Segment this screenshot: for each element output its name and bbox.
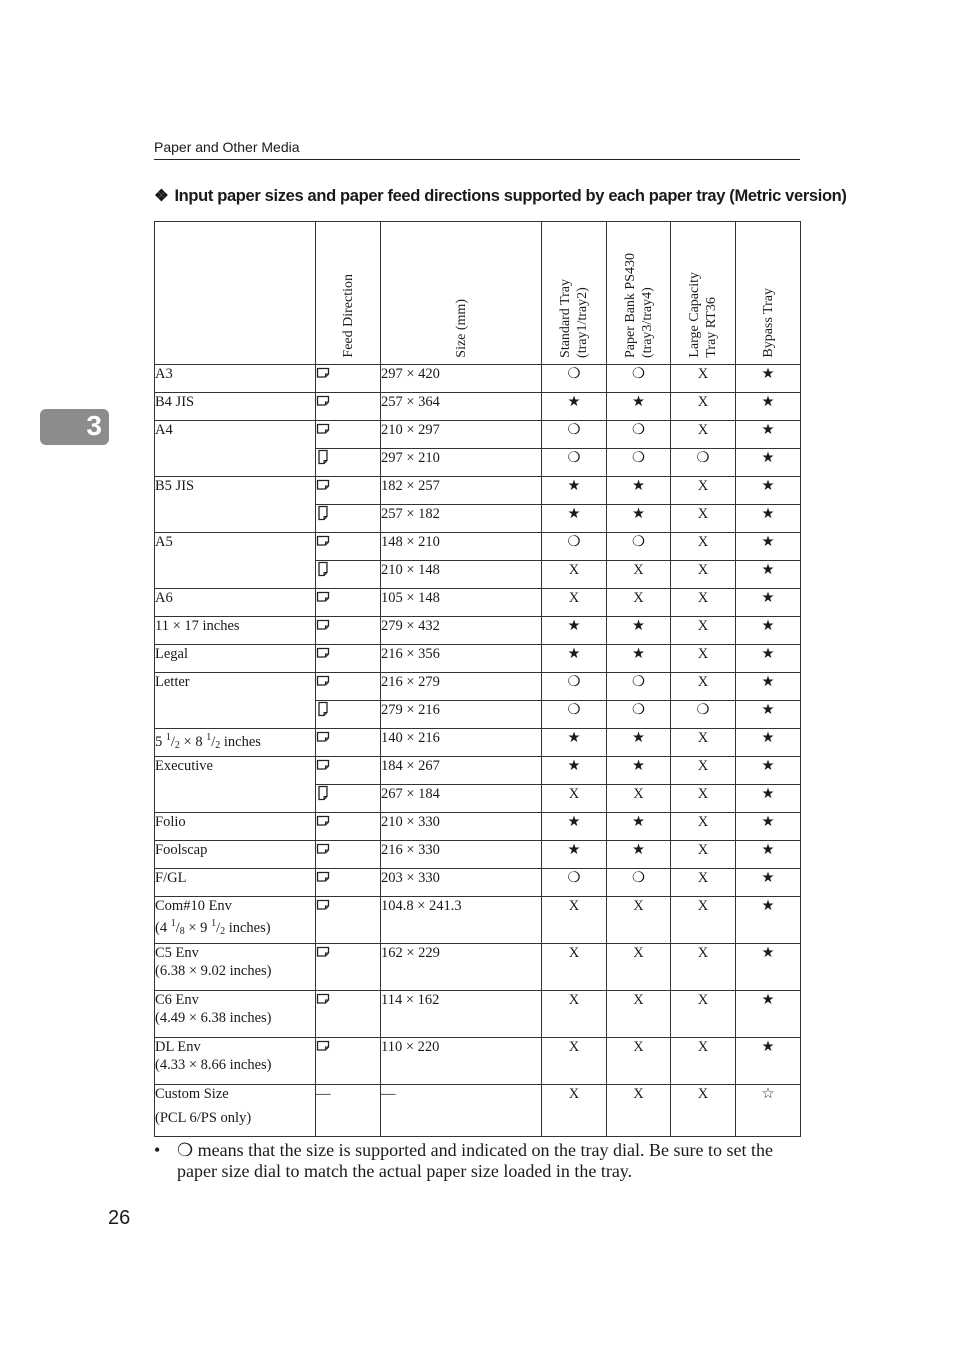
paper-bank-cell: X bbox=[607, 589, 671, 617]
table-row bbox=[155, 505, 801, 533]
paper-bank-cell: ★ bbox=[607, 645, 671, 673]
paper-name-cell: Custom Size (PCL 6/PS only) bbox=[155, 1085, 316, 1137]
size-cell: 110 × 220 bbox=[381, 1038, 542, 1085]
section-title-text: Input paper sizes and paper feed directions supported by each paper tray (Metric version) bbox=[174, 187, 847, 205]
large-capacity-cell: X bbox=[671, 477, 736, 505]
size-cell: 279 × 432 bbox=[381, 617, 542, 645]
bypass-tray-cell: ★ bbox=[736, 729, 801, 757]
page-number: 26 bbox=[108, 1207, 131, 1229]
bypass-tray-cell: ★ bbox=[736, 1038, 801, 1085]
table-row bbox=[155, 393, 801, 421]
standard-tray-cell: ❍ bbox=[542, 365, 607, 393]
large-capacity-cell: X bbox=[671, 785, 736, 813]
standard-tray-cell: ★ bbox=[542, 617, 607, 645]
feed-direction-cell bbox=[316, 897, 381, 944]
chapter-tab bbox=[40, 409, 109, 445]
standard-tray-cell: ★ bbox=[542, 505, 607, 533]
table-row bbox=[155, 785, 801, 813]
feed-direction-cell bbox=[316, 505, 381, 533]
bypass-tray-cell: ★ bbox=[736, 589, 801, 617]
standard-tray-cell: ★ bbox=[542, 393, 607, 421]
portrait-feed-icon bbox=[316, 785, 330, 801]
large-capacity-cell: X bbox=[671, 813, 736, 841]
table-row bbox=[155, 617, 801, 645]
table-row bbox=[155, 533, 801, 561]
paper-name-cell: Foolscap bbox=[155, 841, 316, 869]
large-capacity-cell: X bbox=[671, 533, 736, 561]
landscape-feed-icon bbox=[316, 757, 330, 773]
bypass-tray-cell: ★ bbox=[736, 421, 801, 449]
standard-tray-cell: ❍ bbox=[542, 869, 607, 897]
feed-direction-cell bbox=[316, 813, 381, 841]
landscape-feed-icon bbox=[316, 1038, 330, 1054]
large-capacity-cell: X bbox=[671, 869, 736, 897]
paper-name-cell: F/GL bbox=[155, 869, 316, 897]
large-capacity-cell: X bbox=[671, 561, 736, 589]
running-header: Paper and Other Media bbox=[154, 139, 300, 155]
bypass-tray-cell: ★ bbox=[736, 897, 801, 944]
paper-name-cell bbox=[155, 505, 316, 533]
header-standard-tray: Standard Tray (tray1/tray2) bbox=[542, 222, 607, 365]
paper-name-cell: B4 JIS bbox=[155, 393, 316, 421]
paper-bank-cell: ★ bbox=[607, 477, 671, 505]
feed-direction-cell bbox=[316, 757, 381, 785]
bypass-tray-cell: ★ bbox=[736, 701, 801, 729]
table-row bbox=[155, 365, 801, 393]
landscape-feed-icon bbox=[316, 869, 330, 885]
bypass-tray-cell: ☆ bbox=[736, 1085, 801, 1137]
feed-direction-cell bbox=[316, 421, 381, 449]
large-capacity-cell: X bbox=[671, 757, 736, 785]
paper-bank-cell: X bbox=[607, 1038, 671, 1085]
standard-tray-cell: X bbox=[542, 991, 607, 1038]
header-large-capacity-tray: Large Capacity Tray RT36 bbox=[671, 222, 736, 365]
paper-bank-cell: ❍ bbox=[607, 421, 671, 449]
bypass-tray-cell: ★ bbox=[736, 944, 801, 991]
header-paper-name bbox=[155, 222, 316, 365]
table-row bbox=[155, 991, 801, 1038]
feed-direction-cell bbox=[316, 617, 381, 645]
size-cell: 203 × 330 bbox=[381, 869, 542, 897]
paper-bank-cell: X bbox=[607, 785, 671, 813]
paper-bank-cell: ❍ bbox=[607, 533, 671, 561]
size-cell: 210 × 297 bbox=[381, 421, 542, 449]
paper-name-cell bbox=[155, 701, 316, 729]
paper-bank-cell: ★ bbox=[607, 505, 671, 533]
bypass-tray-cell: ★ bbox=[736, 449, 801, 477]
landscape-feed-icon bbox=[316, 617, 330, 633]
table-row bbox=[155, 673, 801, 701]
standard-tray-cell: X bbox=[542, 944, 607, 991]
paper-name-cell: A3 bbox=[155, 365, 316, 393]
table-row bbox=[155, 729, 801, 757]
size-cell: 184 × 267 bbox=[381, 757, 542, 785]
table-row bbox=[155, 757, 801, 785]
feed-direction-cell bbox=[316, 589, 381, 617]
table-row bbox=[155, 701, 801, 729]
size-cell: 279 × 216 bbox=[381, 701, 542, 729]
paper-bank-cell: X bbox=[607, 561, 671, 589]
landscape-feed-icon bbox=[316, 813, 330, 829]
bypass-tray-cell: ★ bbox=[736, 645, 801, 673]
bypass-tray-cell: ★ bbox=[736, 393, 801, 421]
standard-tray-cell: X bbox=[542, 1038, 607, 1085]
paper-bank-cell: X bbox=[607, 991, 671, 1038]
size-cell: 140 × 216 bbox=[381, 729, 542, 757]
landscape-feed-icon bbox=[316, 365, 330, 381]
large-capacity-cell: X bbox=[671, 421, 736, 449]
feed-direction-cell bbox=[316, 729, 381, 757]
note-bullet: • bbox=[154, 1140, 161, 1160]
large-capacity-cell: X bbox=[671, 1085, 736, 1137]
portrait-feed-icon bbox=[316, 505, 330, 521]
large-capacity-cell: X bbox=[671, 991, 736, 1038]
note bbox=[154, 1140, 804, 1182]
feed-direction-cell bbox=[316, 1038, 381, 1085]
paper-bank-cell: ❍ bbox=[607, 673, 671, 701]
large-capacity-cell: X bbox=[671, 673, 736, 701]
standard-tray-cell: X bbox=[542, 561, 607, 589]
paper-bank-cell: ★ bbox=[607, 841, 671, 869]
size-cell: 114 × 162 bbox=[381, 991, 542, 1038]
table-row bbox=[155, 897, 801, 944]
header-bypass-tray: Bypass Tray bbox=[736, 222, 801, 365]
landscape-feed-icon bbox=[316, 841, 330, 857]
section-title bbox=[154, 186, 847, 206]
paper-bank-cell: ★ bbox=[607, 393, 671, 421]
table-row bbox=[155, 449, 801, 477]
feed-dash: — bbox=[316, 1086, 331, 1102]
standard-tray-cell: X bbox=[542, 897, 607, 944]
table-header-row bbox=[155, 222, 801, 365]
landscape-feed-icon bbox=[316, 533, 330, 549]
paper-bank-cell: ❍ bbox=[607, 701, 671, 729]
large-capacity-cell: X bbox=[671, 393, 736, 421]
table-row bbox=[155, 1038, 801, 1085]
standard-tray-cell: X bbox=[542, 785, 607, 813]
chapter-number: 3 bbox=[86, 410, 102, 441]
portrait-feed-icon bbox=[316, 561, 330, 577]
paper-name-cell: A4 bbox=[155, 421, 316, 449]
size-cell: 105 × 148 bbox=[381, 589, 542, 617]
standard-tray-cell: ❍ bbox=[542, 701, 607, 729]
feed-direction-cell bbox=[316, 449, 381, 477]
feed-direction-cell bbox=[316, 785, 381, 813]
feed-direction-cell bbox=[316, 869, 381, 897]
landscape-feed-icon bbox=[316, 645, 330, 661]
table-row bbox=[155, 813, 801, 841]
paper-bank-cell: ★ bbox=[607, 757, 671, 785]
bypass-tray-cell: ★ bbox=[736, 785, 801, 813]
feed-direction-cell bbox=[316, 561, 381, 589]
diamond-bullet-icon: ❖ bbox=[154, 187, 169, 205]
paper-bank-cell: X bbox=[607, 944, 671, 991]
feed-direction-cell bbox=[316, 701, 381, 729]
landscape-feed-icon bbox=[316, 897, 330, 913]
standard-tray-cell: ★ bbox=[542, 645, 607, 673]
size-cell: 210 × 330 bbox=[381, 813, 542, 841]
standard-tray-cell: ★ bbox=[542, 729, 607, 757]
landscape-feed-icon bbox=[316, 477, 330, 493]
table-row bbox=[155, 561, 801, 589]
large-capacity-cell: X bbox=[671, 729, 736, 757]
size-cell: 162 × 229 bbox=[381, 944, 542, 991]
paper-name-cell: A6 bbox=[155, 589, 316, 617]
paper-name-cell: Legal bbox=[155, 645, 316, 673]
bypass-tray-cell: ★ bbox=[736, 813, 801, 841]
large-capacity-cell: X bbox=[671, 1038, 736, 1085]
paper-bank-cell: ★ bbox=[607, 813, 671, 841]
standard-tray-cell: X bbox=[542, 1085, 607, 1137]
table-row bbox=[155, 645, 801, 673]
large-capacity-cell: ❍ bbox=[671, 449, 736, 477]
table-row bbox=[155, 944, 801, 991]
header-size: Size (mm) bbox=[381, 222, 542, 365]
size-cell: 216 × 279 bbox=[381, 673, 542, 701]
paper-bank-cell: ❍ bbox=[607, 449, 671, 477]
landscape-feed-icon bbox=[316, 393, 330, 409]
feed-direction-cell bbox=[316, 533, 381, 561]
table-row bbox=[155, 421, 801, 449]
paper-name-cell: B5 JIS bbox=[155, 477, 316, 505]
table-row bbox=[155, 477, 801, 505]
header-feed-direction: Feed Direction bbox=[316, 222, 381, 365]
feed-direction-cell bbox=[316, 1085, 381, 1137]
standard-tray-cell: ★ bbox=[542, 813, 607, 841]
standard-tray-cell: ❍ bbox=[542, 533, 607, 561]
landscape-feed-icon bbox=[316, 729, 330, 745]
size-cell: 257 × 364 bbox=[381, 393, 542, 421]
landscape-feed-icon bbox=[316, 944, 330, 960]
paper-name-cell: C6 Env (4.49 × 6.38 inches) bbox=[155, 991, 316, 1038]
paper-bank-cell: ★ bbox=[607, 617, 671, 645]
large-capacity-cell: X bbox=[671, 645, 736, 673]
large-capacity-cell: X bbox=[671, 897, 736, 944]
header-paper-bank: Paper Bank PS430 (tray3/tray4) bbox=[607, 222, 671, 365]
paper-bank-cell: ❍ bbox=[607, 365, 671, 393]
bypass-tray-cell: ★ bbox=[736, 617, 801, 645]
paper-name-cell bbox=[155, 561, 316, 589]
large-capacity-cell: X bbox=[671, 944, 736, 991]
standard-tray-cell: ❍ bbox=[542, 421, 607, 449]
feed-direction-cell bbox=[316, 991, 381, 1038]
size-cell: 267 × 184 bbox=[381, 785, 542, 813]
landscape-feed-icon bbox=[316, 589, 330, 605]
size-cell: 297 × 210 bbox=[381, 449, 542, 477]
large-capacity-cell: X bbox=[671, 365, 736, 393]
size-cell: — bbox=[381, 1085, 542, 1137]
standard-tray-cell: ★ bbox=[542, 477, 607, 505]
paper-bank-cell: X bbox=[607, 1085, 671, 1137]
bypass-tray-cell: ★ bbox=[736, 533, 801, 561]
size-cell: 297 × 420 bbox=[381, 365, 542, 393]
bypass-tray-cell: ★ bbox=[736, 505, 801, 533]
feed-direction-cell bbox=[316, 645, 381, 673]
bypass-tray-cell: ★ bbox=[736, 561, 801, 589]
size-cell: 216 × 330 bbox=[381, 841, 542, 869]
feed-direction-cell bbox=[316, 673, 381, 701]
paper-name-cell: A5 bbox=[155, 533, 316, 561]
standard-tray-cell: ★ bbox=[542, 757, 607, 785]
standard-tray-cell: ❍ bbox=[542, 673, 607, 701]
paper-name-cell: Letter bbox=[155, 673, 316, 701]
paper-name-cell: C5 Env (6.38 × 9.02 inches) bbox=[155, 944, 316, 991]
paper-name-cell: 5 $^1/_2 \times 8$ $^1/_2$ inches bbox=[155, 729, 316, 757]
landscape-feed-icon bbox=[316, 421, 330, 437]
paper-name-cell: Com#10 Env (4 $^1/_8 \times 9$ $^1/_2$ inches) bbox=[155, 897, 316, 944]
feed-direction-cell bbox=[316, 365, 381, 393]
large-capacity-cell: X bbox=[671, 841, 736, 869]
feed-direction-cell bbox=[316, 841, 381, 869]
header-rule bbox=[154, 159, 800, 160]
bypass-tray-cell: ★ bbox=[736, 477, 801, 505]
portrait-feed-icon bbox=[316, 449, 330, 465]
size-cell: 216 × 356 bbox=[381, 645, 542, 673]
bypass-tray-cell: ★ bbox=[736, 673, 801, 701]
large-capacity-cell: ❍ bbox=[671, 701, 736, 729]
paper-bank-cell: X bbox=[607, 897, 671, 944]
landscape-feed-icon bbox=[316, 673, 330, 689]
paper-name-cell: DL Env (4.33 × 8.66 inches) bbox=[155, 1038, 316, 1085]
large-capacity-cell: X bbox=[671, 505, 736, 533]
table-row bbox=[155, 1085, 801, 1137]
large-capacity-cell: X bbox=[671, 617, 736, 645]
standard-tray-cell: X bbox=[542, 589, 607, 617]
standard-tray-cell: ★ bbox=[542, 841, 607, 869]
size-cell: 210 × 148 bbox=[381, 561, 542, 589]
size-cell: 182 × 257 bbox=[381, 477, 542, 505]
size-cell: 257 × 182 bbox=[381, 505, 542, 533]
note-text: ❍ means that the size is supported and indicated on the tray dial. Be sure to set the paper size dial to match the actual paper size loaded in the tray. bbox=[177, 1140, 773, 1181]
paper-bank-cell: ★ bbox=[607, 729, 671, 757]
size-cell: 148 × 210 bbox=[381, 533, 542, 561]
landscape-feed-icon bbox=[316, 991, 330, 1007]
feed-direction-cell bbox=[316, 944, 381, 991]
paper-name-cell: Executive bbox=[155, 757, 316, 785]
size-cell: 104.8 × 241.3 bbox=[381, 897, 542, 944]
paper-bank-cell: ❍ bbox=[607, 869, 671, 897]
portrait-feed-icon bbox=[316, 701, 330, 717]
feed-direction-cell bbox=[316, 477, 381, 505]
table-row bbox=[155, 869, 801, 897]
bypass-tray-cell: ★ bbox=[736, 991, 801, 1038]
feed-direction-cell bbox=[316, 393, 381, 421]
standard-tray-cell: ❍ bbox=[542, 449, 607, 477]
bypass-tray-cell: ★ bbox=[736, 365, 801, 393]
paper-name-cell bbox=[155, 785, 316, 813]
paper-name-cell: 11 × 17 inches bbox=[155, 617, 316, 645]
bypass-tray-cell: ★ bbox=[736, 757, 801, 785]
paper-name-cell: Folio bbox=[155, 813, 316, 841]
large-capacity-cell: X bbox=[671, 589, 736, 617]
bypass-tray-cell: ★ bbox=[736, 869, 801, 897]
bypass-tray-cell: ★ bbox=[736, 841, 801, 869]
table-row bbox=[155, 841, 801, 869]
table-row bbox=[155, 589, 801, 617]
paper-name-cell bbox=[155, 449, 316, 477]
paper-size-table bbox=[154, 221, 801, 1137]
